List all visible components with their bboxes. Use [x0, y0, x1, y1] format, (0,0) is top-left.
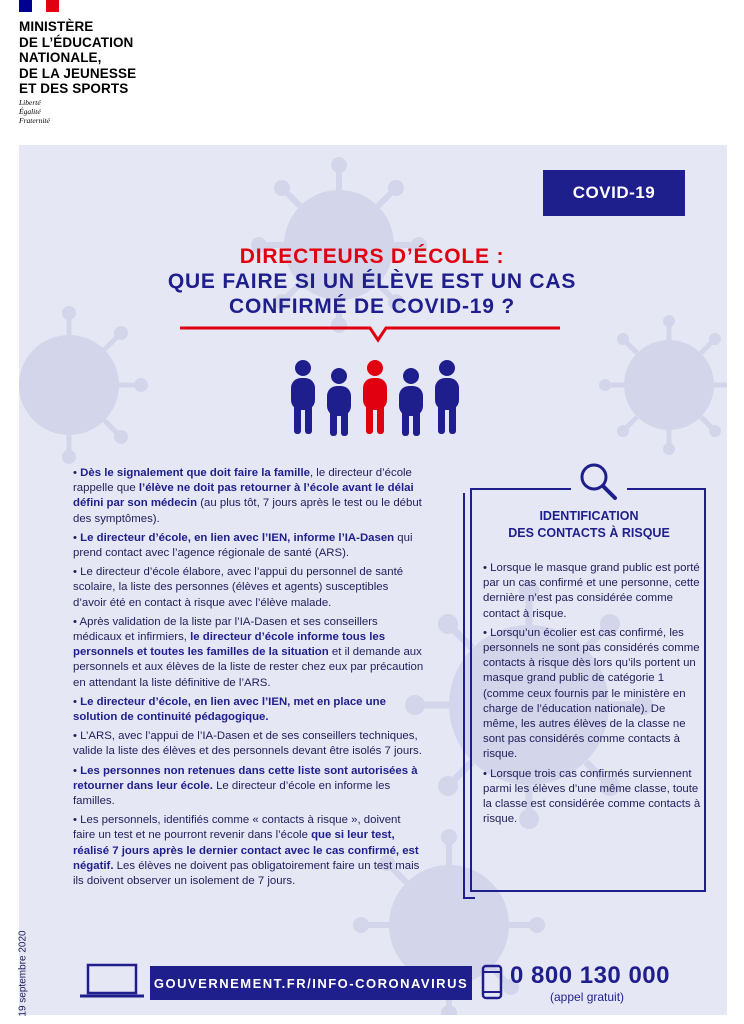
publication-date: 19 septembre 2020 [17, 930, 29, 1017]
title-line-3: CONFIRMÉ DE COVID-19 ? [229, 295, 515, 318]
title-line-2: QUE FAIRE SI UN ÉLÈVE EST UN CAS [167, 270, 577, 293]
emphasis-text: Le directeur d’école, en lien avec l’IEN, met en place une solution de continuité pédagogique. [73, 695, 386, 724]
phone-icon [481, 964, 503, 1000]
list-item [73, 615, 425, 691]
body-text: (au plus tôt, 7 jours après le test ou le début des symptômes). [73, 497, 422, 525]
body-text: Les élèves ne doivent pas obligatoirement faire un test mais ils doivent observer un isolement de 7 jours. [73, 859, 420, 888]
body-text: • [73, 695, 81, 708]
body-text: • L’ARS, avec l’appui de l’IA-Dasen et de ses conseillers techniques, valide la liste des élèves et des personnels devant être isolés 7 jours. [73, 730, 422, 758]
list-item [73, 565, 425, 611]
list-item: • Lorsqu’un écolier est cas confirmé, les personnels ne sont pas considérés comme contacts à risque dès lors qu’ils portent un masque grand public de catégorie 1 (comme ceux fournis par le ministère en charge de l’éducation nationale). De même, les autres élèves de la classe ne sont pas considérés comme contacts à risque. [483, 626, 700, 761]
emphasis-text: l’élève ne doit pas retourner à l’école avant le délai défini par son médecin [73, 482, 414, 510]
body-text: • Les personnels, identifiés comme « contacts à risque », doivent faire un test et ne pourront revenir dans l’école [73, 814, 401, 842]
virus-icon [599, 315, 727, 455]
phone-note: (appel gratuit) [550, 990, 625, 1004]
body-text: Le directeur d’école en informe les familles. [73, 779, 391, 808]
list-item: • Lorsque le masque grand public est porté par un cas confirmé et une personne, cette dernière n’est pas considérée comme contact à risque. [483, 562, 700, 620]
laptop-icon [80, 963, 144, 999]
phone-number: 0 800 130 000 [510, 962, 670, 989]
emphasis-text: Dès le signalement que doit faire la famille [80, 467, 310, 479]
list-item: • Lorsque trois cas confirmés surviennent parmi les élèves d’une même classe, toute la classe est considérée comme contacts à risque. [483, 767, 701, 826]
magnifier-icon [571, 460, 627, 504]
speech-bubble-line-icon [180, 325, 560, 345]
list-item [73, 531, 425, 561]
people-group-icon [285, 360, 465, 440]
body-text: • [73, 467, 81, 479]
list-item [73, 729, 425, 759]
ministry-name: MINISTÈRE DE L’ÉDUCATION NATIONALE, DE LA JEUNESSE ET DES SPORTS [19, 19, 137, 96]
list-item [73, 813, 425, 889]
risk-contacts-list [483, 561, 701, 831]
body-text: , le directeur d’école rappelle que [73, 467, 412, 495]
body-text: • Le directeur d’école élabore, avec l’appui du personnel de santé scolaire, la liste des personnes (élèves et agents) susceptibles d’avoir été en contact à risque avec l’élève malade. [73, 566, 404, 609]
emphasis-text: Les personnes non retenues dans cette liste sont autorisées à retourner dans leur école. [73, 764, 418, 792]
emphasis-text: Le directeur d’école, en lien avec l’IEN, informe l’IA-Dasen [80, 531, 395, 544]
virus-icon [19, 305, 149, 465]
instructions-list [73, 466, 425, 893]
list-item [73, 466, 425, 527]
body-text: • [73, 531, 81, 544]
body-text: et il demande aux personnels et aux élèves de la liste de rester chez eux par précaution en attendant la liste définitive de l’ARS. [73, 646, 424, 689]
covid-tag: COVID-19 [543, 170, 685, 216]
body-text: • [73, 764, 81, 777]
republic-motto: Liberté Égalité Fraternité [19, 98, 50, 125]
body-text: qui prend contact avec l’agence régionale de santé (ARS). [73, 531, 413, 560]
info-url-link[interactable]: GOUVERNEMENT.FR/INFO-CORONAVIRUS [150, 966, 472, 1000]
body-text: • Après validation de la liste par l’IA-Dasen et ses conseillers médicaux et infirmiers, [73, 615, 378, 644]
list-item [73, 764, 425, 810]
risk-contacts-title: IDENTIFICATION DES CONTACTS À RISQUE [508, 509, 670, 540]
title-line-1: DIRECTEURS D’ÉCOLE : [239, 245, 505, 268]
french-flag-logo [19, 0, 59, 12]
emphasis-text: que si leur test, réalisé 7 jours après le dernier contact avec le cas confirmé, est négatif. [73, 829, 419, 872]
list-item [73, 695, 425, 725]
emphasis-text: le directeur d’école informe tous les personnels et toutes les familles de la situation [73, 631, 386, 659]
